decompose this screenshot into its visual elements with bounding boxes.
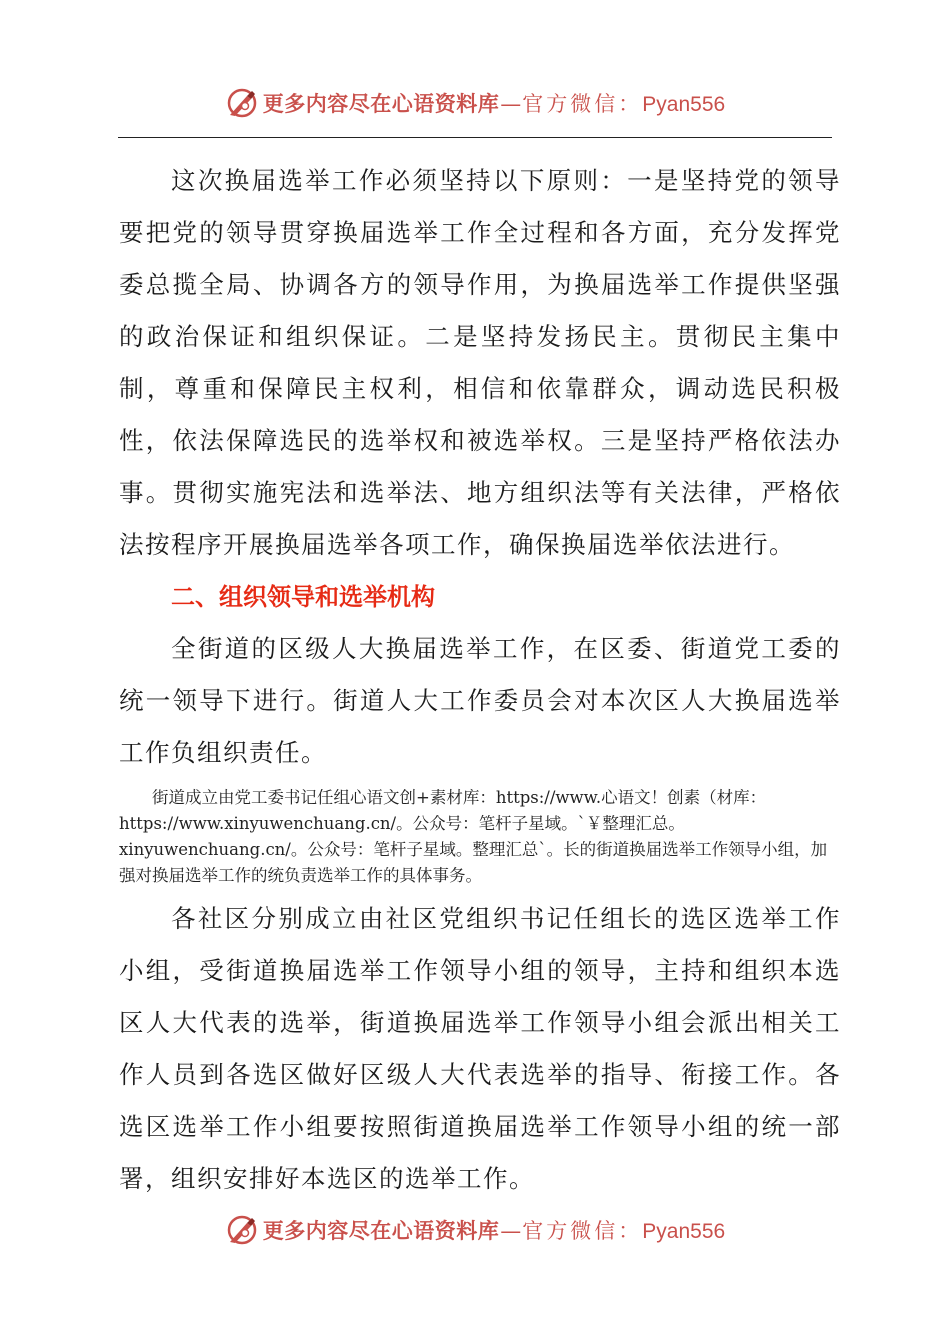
document-body bbox=[119, 155, 841, 1205]
section-heading: 二、组织领导和选举机构 bbox=[171, 583, 435, 611]
paragraph-organization: 全街道的区级人大换届选举工作，在区委、街道党工委的统一领导下进行。街道人大工作委员会对本次区人大换届选举工作负组织责任。 bbox=[119, 634, 841, 767]
paragraph-principles: 这次换届选举工作必须坚持以下原则：一是坚持党的领导要把党的领导贯穿换届选举工作全过程和各方面，充分发挥党委总揽全局、协调各方的领导作用，为换届选举工作提供坚强的政治保证和组织保证。二是坚持发扬民主。贯彻民主集中制，尊重和保障民主权利，相信和依靠群众，调动选民积极性，依法保障选民的选举权和被选举权。三是坚持严格依法办事。贯彻实施宪法和选举法、地方组织法等有关法律，严格依法按程序开展换届选举各项工作，确保换届选举依法进行。 bbox=[119, 166, 841, 559]
header-banner-dash: — bbox=[500, 92, 522, 116]
footer-banner bbox=[0, 1210, 950, 1250]
pen-logo-icon bbox=[225, 1213, 259, 1247]
header-banner-title: 更多内容尽在心语资料库 bbox=[262, 91, 500, 116]
header-divider bbox=[118, 137, 832, 138]
footer-banner-wechat-id: Pyan556 bbox=[642, 1220, 726, 1243]
inserted-note: 街道成立由党工委书记任组心语文创+素材库：https://www.心语文！创素（材库：https://www.xinyuwenchuang.cn/。公众号：笔杆子星域。`￥整理汇总。xinyuwenchuang.cn/。公众号：笔杆子星域。整理汇总`。长的街道换届选举工作领导小组，加强对换届选举工作的统负责选举工作的具体事务。 bbox=[119, 788, 828, 885]
header-banner-text bbox=[263, 88, 725, 118]
header-banner-wechat-label: 官方微信： bbox=[522, 92, 643, 116]
footer-banner-title: 更多内容尽在心语资料库 bbox=[262, 1218, 500, 1243]
paragraph-community-groups: 各社区分别成立由社区党组织书记任组长的选区选举工作小组，受街道换届选举工作领导小组的领导，主持和组织本选区人大代表的选举，街道换届选举工作领导小组会派出相关工作人员到各选区做好区级人大代表选举的指导、衔接工作。各选区选举工作小组要按照街道换届选举工作领导小组的统一部署，组织安排好本选区的选举工作。 bbox=[119, 904, 841, 1193]
header-banner bbox=[0, 83, 950, 123]
footer-banner-text bbox=[263, 1215, 725, 1245]
header-banner-wechat-id: Pyan556 bbox=[642, 93, 726, 116]
pen-logo-icon bbox=[225, 86, 259, 120]
footer-banner-dash: — bbox=[500, 1219, 522, 1243]
footer-banner-wechat-label: 官方微信： bbox=[522, 1219, 643, 1243]
